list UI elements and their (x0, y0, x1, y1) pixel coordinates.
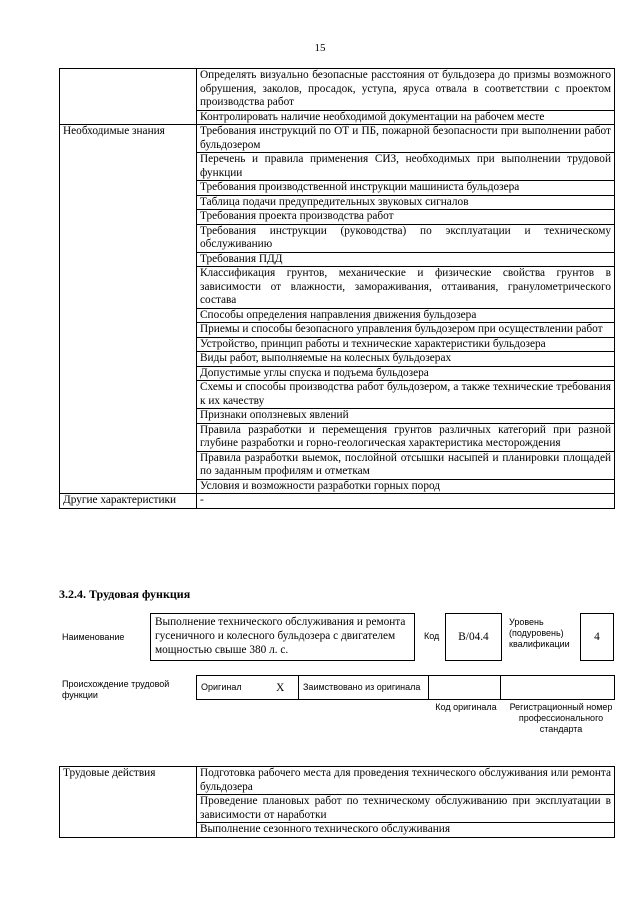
borrowed-label: Заимствовано из оригинала (299, 676, 429, 700)
table-cell: Подготовка рабочего места для проведения технического обслуживания или ремонта бульдозера (197, 767, 615, 795)
name-label: Наименование (62, 632, 125, 642)
table-cell: Требования инструкций по ОТ и ПБ, пожарной безопасности при выполнении работ бульдозером (197, 125, 615, 153)
table-cell: Виды работ, выполняемые на колесных бульдозерах (197, 352, 615, 367)
table-cell: Требования проекта производства работ (197, 210, 615, 225)
table-cell: Признаки оползневых явлений (197, 409, 615, 424)
table-row (197, 676, 615, 700)
table-cell: Требования инструкции (руководства) по эксплуатации и техническому обслуживанию (197, 224, 615, 252)
code-original-cell (429, 676, 501, 700)
table-row (60, 494, 615, 509)
table-cell: Допустимые углы спуска и подъема бульдозера (197, 366, 615, 381)
origin-label: Происхождение трудовой функции (62, 679, 170, 700)
origin-table (196, 675, 615, 700)
row-label-other: Другие характеристики (60, 494, 197, 509)
table-cell: Определять визуально безопасные расстояния от бульдозера до призмы возможного обрушения, заколов, просадок, уступа, яруса отвала в соответствии с проектом производства работ (197, 69, 615, 111)
table-cell: Способы определения направления движения бульдозера (197, 308, 615, 323)
table-cell: Перечень и правила применения СИЗ, необходимых при выполнении трудовой функции (197, 153, 615, 181)
page-number: 15 (314, 42, 326, 54)
table-cell: Требования производственной инструкции машиниста бульдозера (197, 181, 615, 196)
table-cell: Приемы и способы безопасного управления бульдозером при осуществлении работ (197, 323, 615, 338)
original-label: Оригинал (197, 676, 263, 700)
labor-actions-table (59, 766, 615, 838)
table-row (60, 125, 615, 153)
reg-number-label: Регистрационный номер профессионального стандарта (509, 702, 613, 734)
row-label-empty (60, 69, 197, 125)
table-cell: Правила разработки выемок, послойной отсышки насыпей и планировки площадей по заданным профилям и отметкам (197, 451, 615, 479)
reg-number-cell (501, 676, 615, 700)
table-cell: Условия и возможности разработки горных пород (197, 479, 615, 494)
knowledge-table (59, 68, 615, 509)
table-cell: Схемы и способы производства работ бульдозером, а также технические требования к их качеству (197, 381, 615, 409)
table-cell: - (197, 494, 615, 509)
table-cell: Контролировать наличие необходимой документации на рабочем месте (197, 110, 615, 125)
code-original-label: Код оригинала (435, 702, 497, 712)
table-cell: Таблица подачи предупредительных звуковых сигналов (197, 195, 615, 210)
table-cell: Проведение плановых работ по техническому обслуживанию при эксплуатации в зависимости от наработки (197, 795, 615, 823)
table-cell: Устройство, принцип работы и технические характеристики бульдозера (197, 337, 615, 352)
row-label-actions: Трудовые действия (60, 767, 197, 838)
function-name-value: Выполнение технического обслуживания и ремонта гусеничного и колесного бульдозера с двигателем мощностью свыше 380 л. с. (150, 613, 415, 661)
level-value: 4 (580, 613, 614, 661)
level-label: Уровень (подуровень) квалификации (509, 617, 570, 649)
code-label: Код (424, 631, 440, 641)
table-cell: Правила разработки и перемещения грунтов различных категорий при разной глубине разработки и горно-геологическая характеристика месторождения (197, 423, 615, 451)
table-row (60, 69, 615, 111)
code-value: В/04.4 (445, 613, 502, 661)
original-mark: X (263, 676, 299, 700)
row-label-knowledge: Необходимые знания (60, 125, 197, 494)
table-cell: Классификация грунтов, механические и физические свойства грунтов в зависимости от влажности, замораживания, оттаивания, гранулометрического состава (197, 267, 615, 309)
table-cell: Требования ПДД (197, 252, 615, 267)
section-title: 3.2.4. Трудовая функция (59, 587, 191, 601)
table-row (60, 767, 615, 795)
table-cell: Выполнение сезонного технического обслуживания (197, 823, 615, 838)
